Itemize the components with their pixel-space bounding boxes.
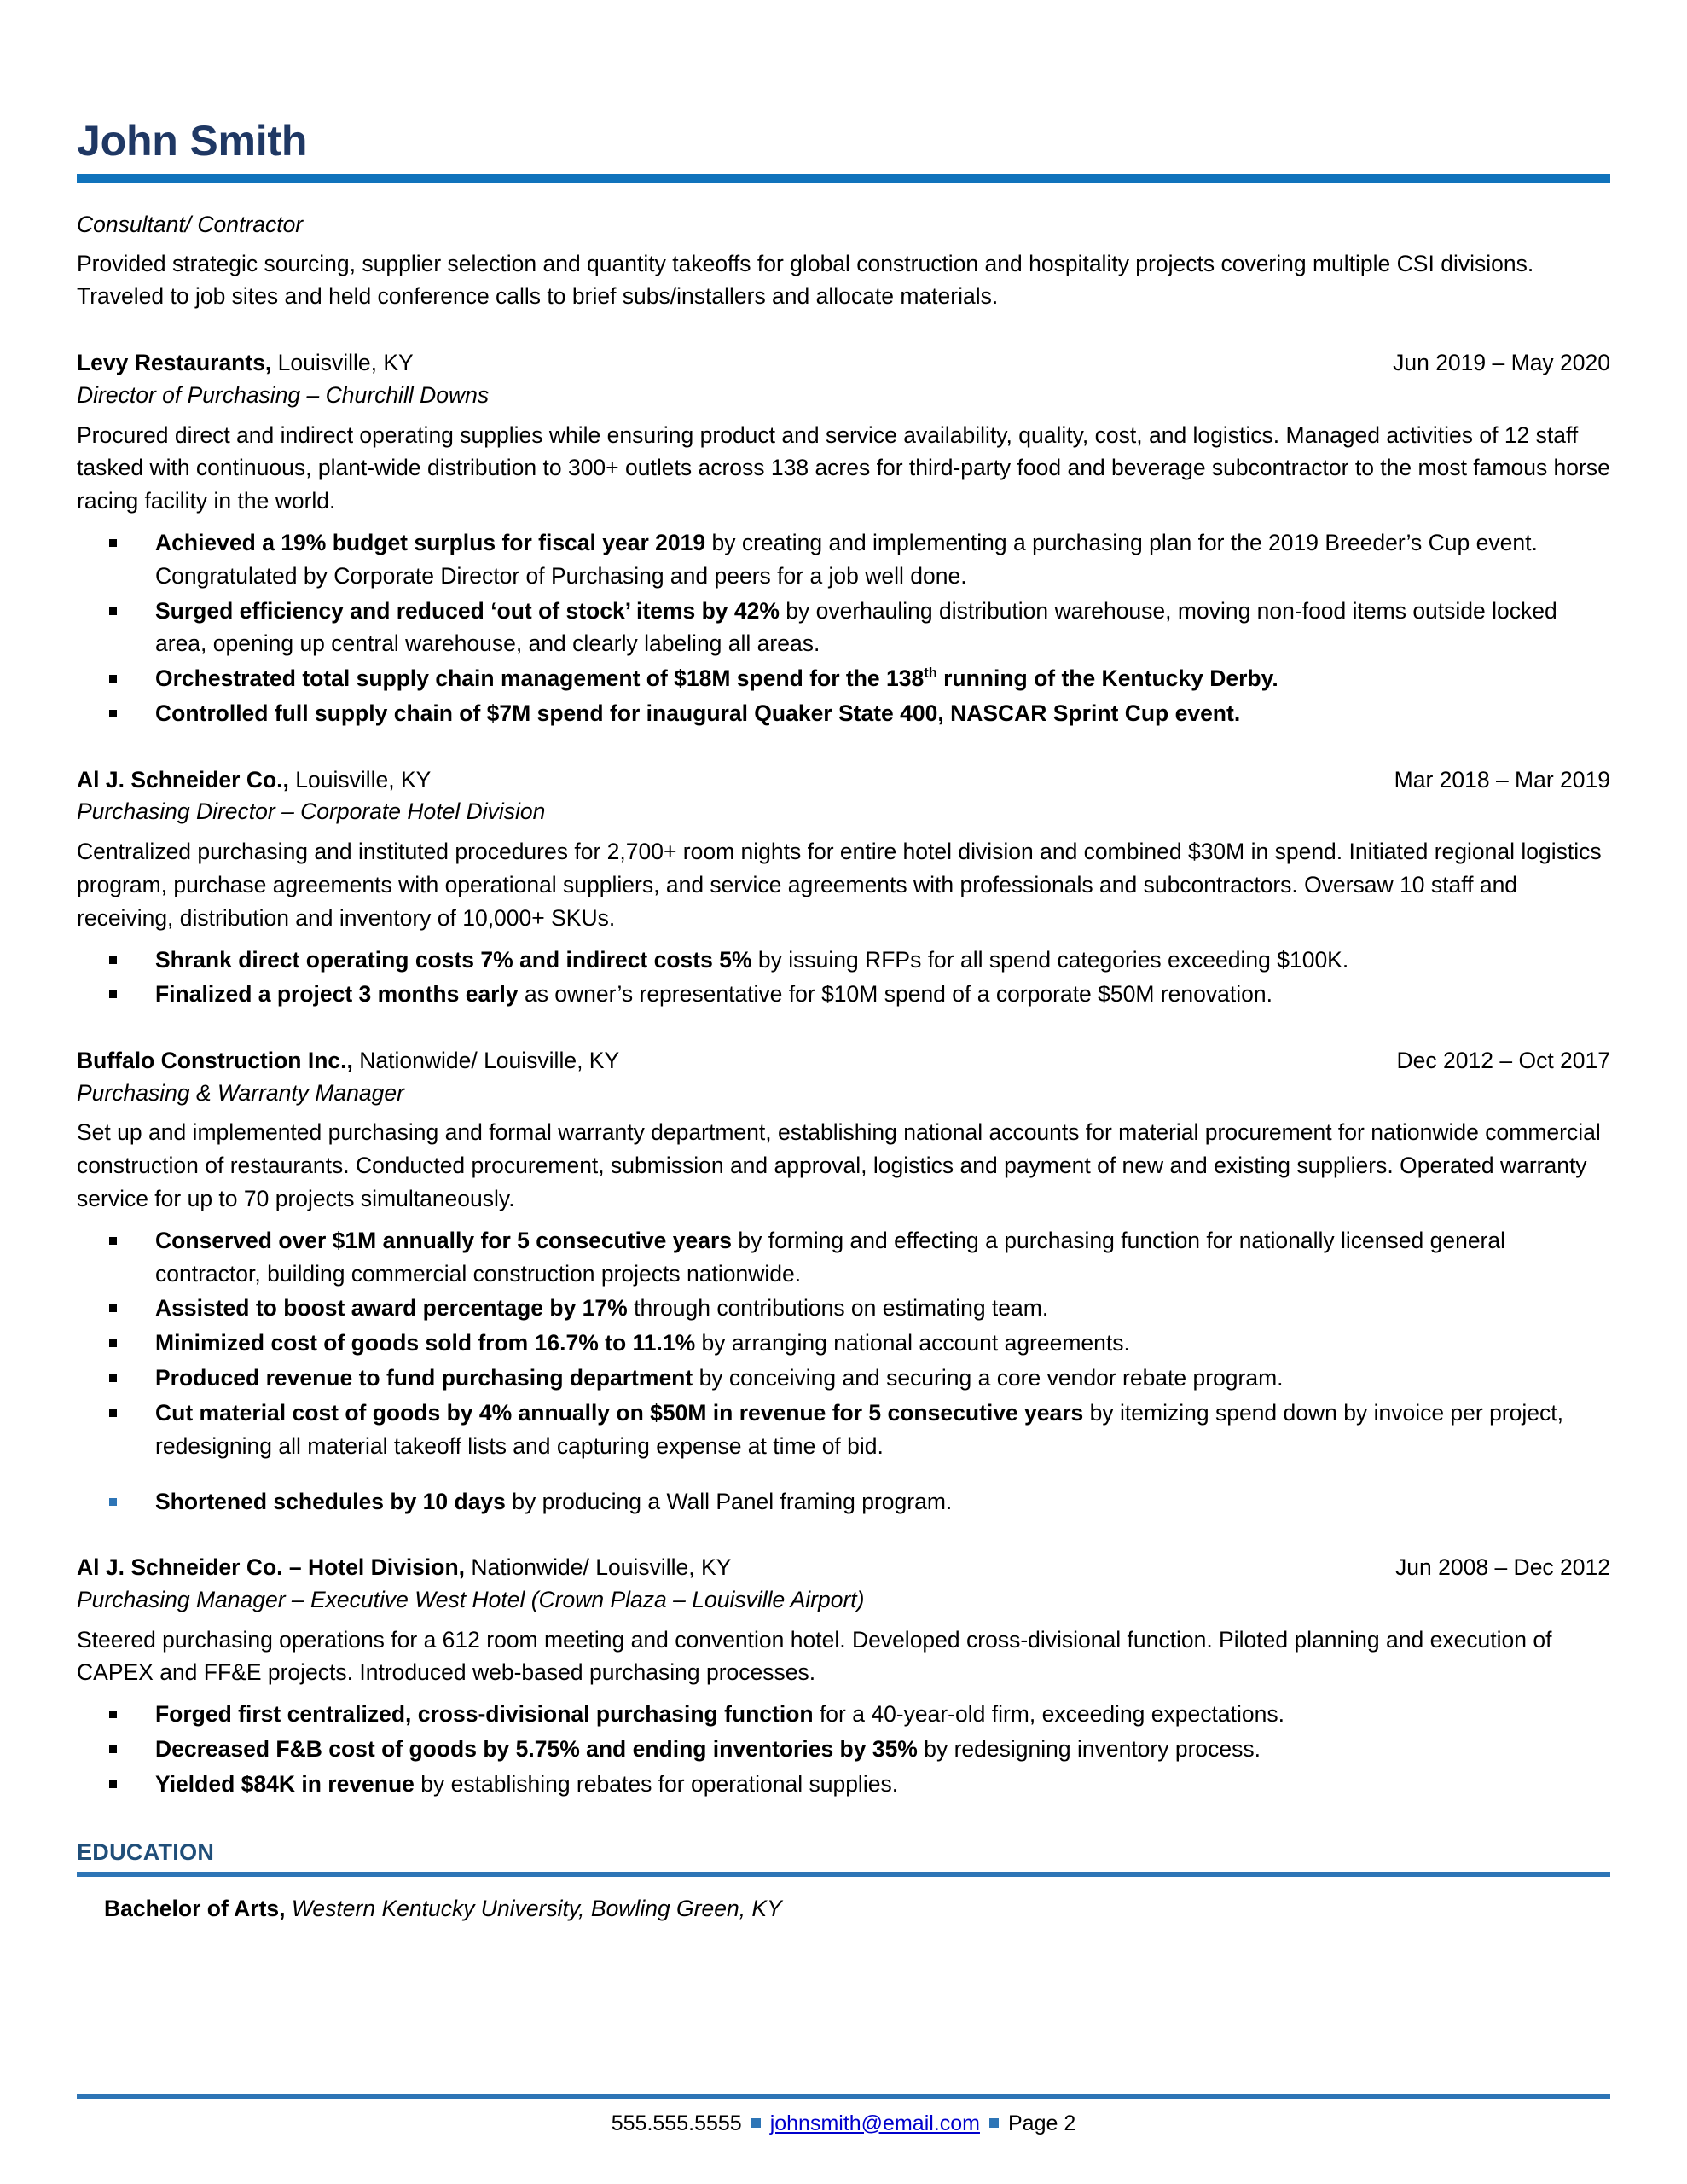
achievement-item [77,1397,1610,1463]
achievement-highlight: Forged first centralized, cross-divisional purchasing function [155,1701,814,1728]
job-role-title: Purchasing Director – Corporate Hotel Division [77,799,546,825]
employer-name: Al J. Schneider Co., [77,766,289,793]
experience-entry [77,1552,1610,1800]
job-description: Procured direct and indirect operating supplies while ensuring product and service availability, quality, cost, and logistics. Managed activities of 12 staff tasked with continuous, plant-wide distribution to 300+ outlets across 138 acres for third-party food and beverage subcontractor to the most famous horse racing facility in the world. [77,421,1610,514]
employment-dates: Mar 2018 – Mar 2019 [1394,766,1610,793]
employment-dates: Jun 2019 – May 2020 [1393,350,1610,376]
achievement-detail: by forming and effecting a purchasing function for nationally licensed general contractor, building commercial construction projects nationwide. [155,1227,1506,1287]
achievement-detail: by conceiving and securing a core vendor rebate program. [693,1365,1284,1391]
bullet-square-icon [109,675,117,682]
achievement-highlight: Minimized cost of goods sold from 16.7% to 11.1% [155,1330,696,1356]
intro-block [77,209,1610,313]
candidate-name: John Smith [77,117,308,165]
achievement-detail: by creating and implementing a purchasing plan for the 2019 Breeder’s Cup event. Congratulated by Corporate Director of Purchasing and peers for a job well done. [155,529,1538,589]
job-description: Steered purchasing operations for a 612 room meeting and convention hotel. Developed cross-divisional function. Piloted planning and execution of CAPEX and FF&E projects. Introduced web-based purchasing processes. [77,1626,1552,1686]
resume-header [0,118,1687,183]
achievement-highlight: Shrank direct operating costs 7% and indirect costs 5% [155,946,752,973]
footer-divider [77,2094,1610,2099]
achievement-item [77,1698,1610,1731]
header-divider [77,174,1610,183]
achievement-item [77,1292,1610,1325]
resume-body [0,209,1687,1926]
job-description: Centralized purchasing and instituted procedures for 2,700+ room nights for entire hotel division and combined $30M in spend. Initiated regional logistics program, purchase agreements with operational suppliers, and service agreements with professionals and subcontractors. Oversaw 10 staff and receiving, distribution and inventory of 10,000+ SKUs. [77,839,1602,931]
employer-line [77,1552,731,1584]
employer-line [77,764,431,797]
achievement-list [77,1698,1610,1800]
achievement-item [77,595,1610,661]
achievement-highlight: Finalized a project 3 months early [155,981,519,1008]
page-footer [77,2094,1610,2138]
education-heading: EDUCATION [77,1838,215,1865]
employment-dates: Dec 2012 – Oct 2017 [1396,1048,1610,1074]
footer-contact [77,2110,1610,2138]
experience-entry [77,764,1610,1011]
intro-description: Provided strategic sourcing, supplier selection and quantity takeoffs for global construction and hospitality projects covering multiple CSI divisions. Traveled to job sites and held conference calls to brief subs/installers and allocate materials. [77,250,1534,310]
employer-location: Louisville, KY [271,350,414,376]
education-degree: Bachelor of Arts, [104,1896,286,1922]
achievement-highlight-end: running of the Kentucky Derby. [936,665,1278,692]
experience-list [77,347,1610,1800]
bullet-square-icon [109,1409,117,1417]
experience-header [77,764,1610,797]
achievement-detail: by redesigning inventory process. [917,1736,1261,1762]
achievement-detail: by itemizing spend down by invoice per project, redesigning all material takeoff lists and capturing expense at time of bid. [155,1399,1563,1459]
achievement-item [77,1768,1610,1801]
achievement-highlight: Shortened schedules by 10 days [155,1488,506,1514]
education-section [77,1838,1610,1926]
employer-location: Nationwide/ Louisville, KY [352,1048,620,1074]
education-divider [77,1872,1610,1877]
achievement-item [77,1733,1610,1766]
education-entry [77,1893,1610,1926]
bullet-square-icon [109,956,117,964]
separator-square-icon [989,2118,999,2128]
achievement-detail: by arranging national account agreements. [695,1330,1130,1356]
footer-page-number: Page 2 [1007,2111,1076,2135]
achievement-highlight: Achieved a 19% budget surplus for fiscal year 2019 [155,529,706,555]
experience-entry [77,347,1610,730]
achievement-highlight: Assisted to boost award percentage by 17% [155,1295,628,1321]
separator-square-icon [751,2118,761,2128]
job-description: Set up and implemented purchasing and formal warranty department, establishing national accounts for material procurement for nationwide commercial construction of restaurants. Conducted procurement, submission and approval, logistics and payment of new and existing suppliers. Operated warranty service for up to 70 projects simultaneously. [77,1119,1601,1211]
achievement-item [77,1362,1610,1395]
achievement-highlight: Yielded $84K in revenue [155,1770,415,1797]
employer-line [77,1045,619,1077]
achievement-detail: by producing a Wall Panel framing program. [505,1488,953,1514]
bullet-square-icon [109,1780,117,1788]
employer-name: Buffalo Construction Inc., [77,1048,353,1074]
bullet-square-icon [109,607,117,615]
bullet-square-icon [109,1374,117,1382]
employer-location: Louisville, KY [288,766,432,793]
bullet-square-icon [109,539,117,547]
achievement-detail: by overhauling distribution warehouse, moving non-food items outside locked area, opening up central warehouse, and clearly labeling all areas. [155,597,1557,657]
achievement-item [77,944,1610,977]
achievement-item [77,1485,1610,1519]
bullet-square-icon [109,1304,117,1312]
achievement-detail: for a 40-year-old firm, exceeding expectations. [813,1701,1284,1728]
experience-entry [77,1045,1610,1518]
ordinal-suffix: th [924,665,937,682]
achievement-highlight: Produced revenue to fund purchasing department [155,1365,693,1391]
employment-dates: Jun 2008 – Dec 2012 [1395,1554,1610,1581]
employer-location: Nationwide/ Louisville, KY [465,1554,732,1581]
footer-phone: 555.555.5555 [611,2111,742,2135]
education-school: Western Kentucky University, Bowling Green, KY [285,1896,782,1922]
experience-header [77,347,1610,380]
job-role-title: Purchasing Manager – Executive West Hotel (Crown Plaza – Louisville Airport) [77,1586,865,1612]
achievement-list [77,944,1610,1012]
achievement-highlight: Surged efficiency and reduced ‘out of stock’ items by 42% [155,597,780,624]
achievement-item [77,662,1610,695]
footer-email-link[interactable]: johnsmith@email.com [769,2111,980,2135]
achievement-list [77,526,1610,730]
intro-role: Consultant/ Contractor [77,212,304,237]
achievement-highlight: Controlled full supply chain of $7M spend for inaugural Quaker State 400, NASCAR Sprint Cup event. [155,700,1241,726]
achievement-item [77,526,1610,593]
achievement-item [77,697,1610,730]
experience-header [77,1045,1610,1077]
bullet-square-icon [109,1339,117,1347]
achievement-highlight: Conserved over $1M annually for 5 consecutive years [155,1227,733,1253]
bullet-square-icon [109,710,117,717]
job-role-title: Director of Purchasing – Churchill Downs [77,381,490,408]
achievement-detail: by issuing RFPs for all spend categories exceeding $100K. [751,946,1349,973]
bullet-square-icon [109,1237,117,1245]
bullet-square-icon [109,990,117,998]
achievement-item [77,978,1610,1011]
achievement-detail: through contributions on estimating team. [627,1295,1049,1321]
achievement-highlight: Decreased F&B cost of goods by 5.75% and ending inventories by 35% [155,1736,918,1762]
achievement-list [77,1224,1610,1519]
employer-name: Al J. Schneider Co. – Hotel Division, [77,1554,466,1581]
achievement-highlight: Cut material cost of goods by 4% annually on $50M in revenue for 5 consecutive years [155,1399,1084,1426]
achievement-detail: by establishing rebates for operational supplies. [414,1770,899,1797]
job-role-title: Purchasing & Warranty Manager [77,1079,404,1106]
bullet-square-icon [109,1745,117,1753]
bullet-square-icon [109,1498,117,1506]
experience-header [77,1552,1610,1584]
achievement-item [77,1224,1610,1291]
achievement-item [77,1327,1610,1360]
employer-name: Levy Restaurants, [77,350,272,376]
achievement-highlight: Orchestrated total supply chain management of $18M spend for the 138 [155,665,925,692]
bullet-square-icon [109,1711,117,1718]
achievement-detail: as owner’s representative for $10M spend of a corporate $50M renovation. [518,981,1272,1008]
employer-line [77,347,414,380]
